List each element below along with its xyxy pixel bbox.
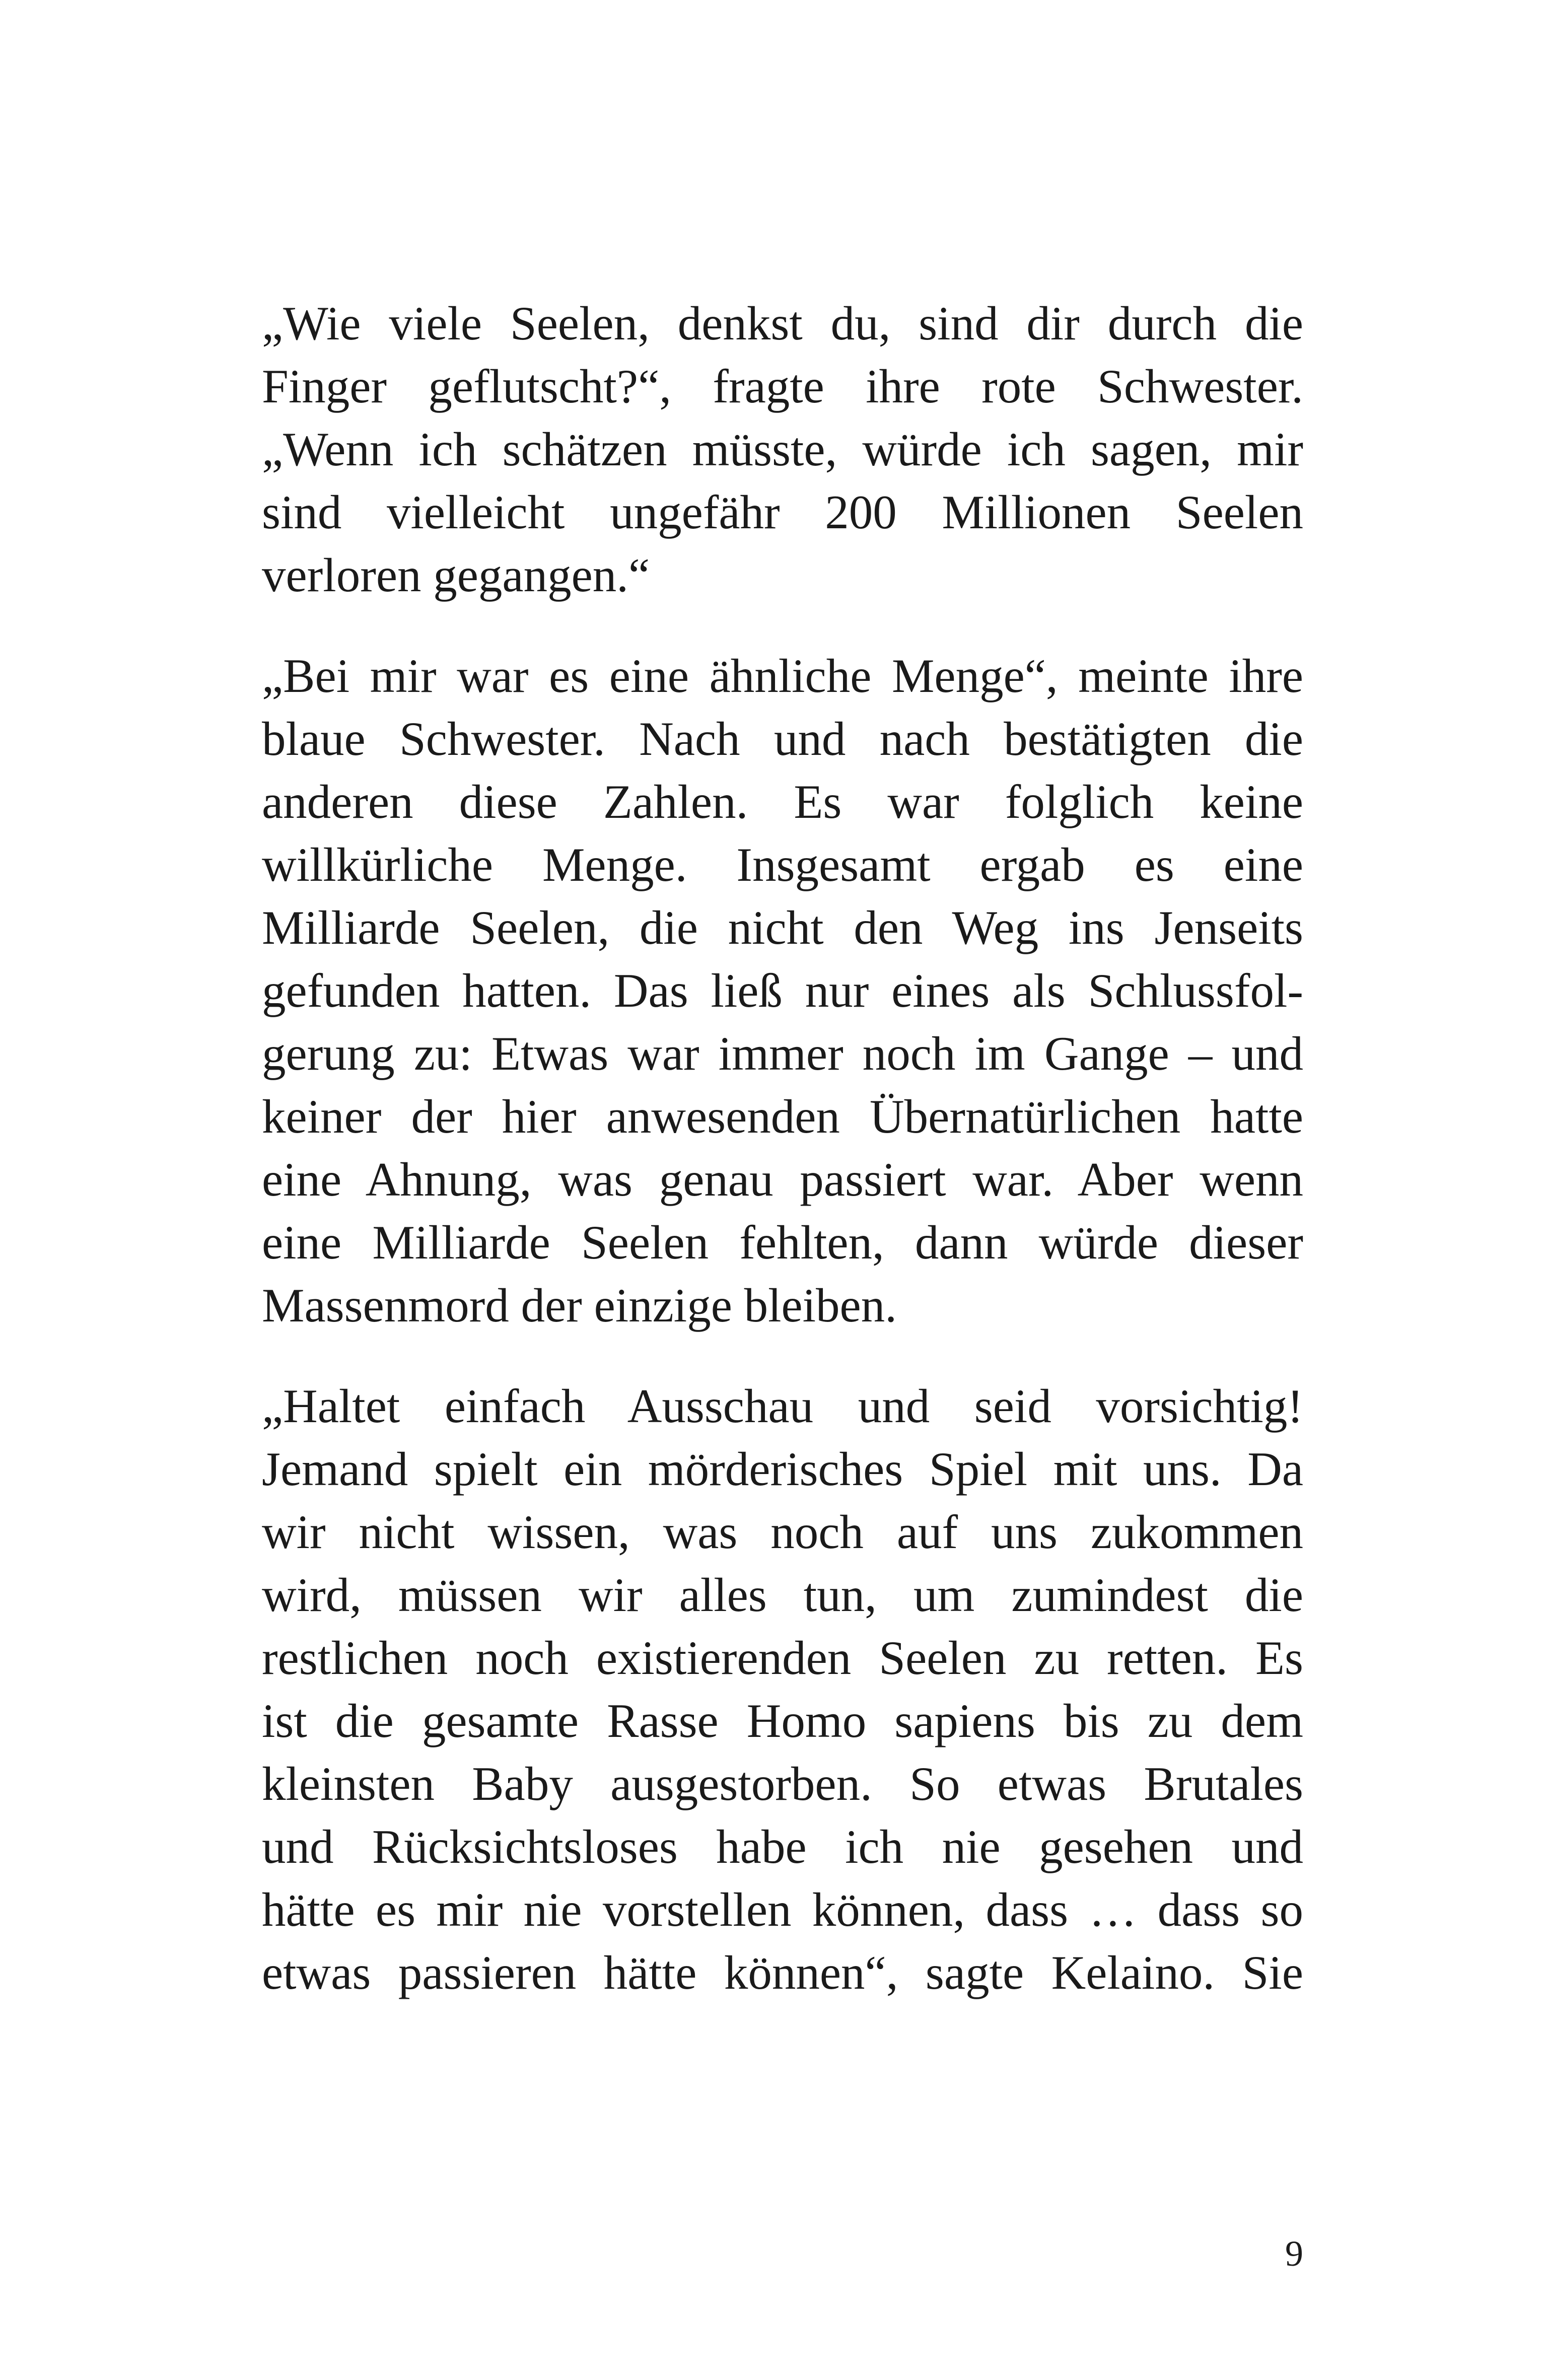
paragraph-1 bbox=[262, 292, 1303, 607]
text-line: blaue Schwester. Nach und nach bestätigten die bbox=[262, 712, 1303, 765]
text-line: „Bei mir war es eine ähnliche Menge“, meinte ihre bbox=[262, 649, 1303, 703]
text-line: eine Milliarde Seelen fehlten, dann würde dieser bbox=[262, 1216, 1303, 1269]
text-line: Milliarde Seelen, die nicht den Weg ins Jenseits bbox=[262, 901, 1303, 954]
text-line: Massenmord der einzige bleiben. bbox=[262, 1279, 897, 1332]
page-number: 9 bbox=[1285, 2233, 1303, 2274]
body-text bbox=[262, 292, 1303, 2042]
text-line: gefunden hatten. Das ließ nur eines als Schlussfol- bbox=[262, 964, 1303, 1017]
text-line: Jemand spielt ein mörderisches Spiel mit uns. Da bbox=[262, 1442, 1303, 1496]
text-line: Finger geflutscht?“, fragte ihre rote Schwester. bbox=[262, 360, 1303, 413]
text-line: „Haltet einfach Ausschau und seid vorsichtig! bbox=[262, 1379, 1303, 1433]
text-line: gerung zu: Etwas war immer noch im Gange – und bbox=[262, 1027, 1303, 1080]
text-line: und Rücksichtsloses habe ich nie gesehen und bbox=[262, 1820, 1303, 1873]
text-line: verloren gegangen.“ bbox=[262, 548, 650, 602]
paragraph-2 bbox=[262, 645, 1303, 1337]
text-line: „Wie viele Seelen, denkst du, sind dir durch die bbox=[262, 297, 1303, 350]
paragraph-3 bbox=[262, 1375, 1303, 2004]
text-line: ist die gesamte Rasse Homo sapiens bis zu dem bbox=[262, 1694, 1303, 1747]
text-line: wird, müssen wir alles tun, um zumindest die bbox=[262, 1568, 1303, 1622]
text-line: anderen diese Zahlen. Es war folglich keine bbox=[262, 775, 1303, 828]
text-line: eine Ahnung, was genau passiert war. Aber wenn bbox=[262, 1153, 1303, 1206]
text-line: hätte es mir nie vorstellen können, dass … dass so bbox=[262, 1883, 1303, 1936]
text-line: restlichen noch existierenden Seelen zu retten. Es bbox=[262, 1631, 1303, 1685]
text-line: „Wenn ich schätzen müsste, würde ich sagen, mir bbox=[262, 423, 1303, 476]
text-line: sind vielleicht ungefähr 200 Millionen Seelen bbox=[262, 485, 1303, 539]
text-line: willkürliche Menge. Insgesamt ergab es eine bbox=[262, 838, 1303, 891]
text-line: wir nicht wissen, was noch auf uns zukommen bbox=[262, 1505, 1303, 1559]
text-line: etwas passieren hätte können“, sagte Kelaino. Sie bbox=[262, 1946, 1303, 1999]
text-line: kleinsten Baby ausgestorben. So etwas Brutales bbox=[262, 1757, 1303, 1810]
text-line: keiner der hier anwesenden Übernatürlichen hatte bbox=[262, 1090, 1303, 1143]
